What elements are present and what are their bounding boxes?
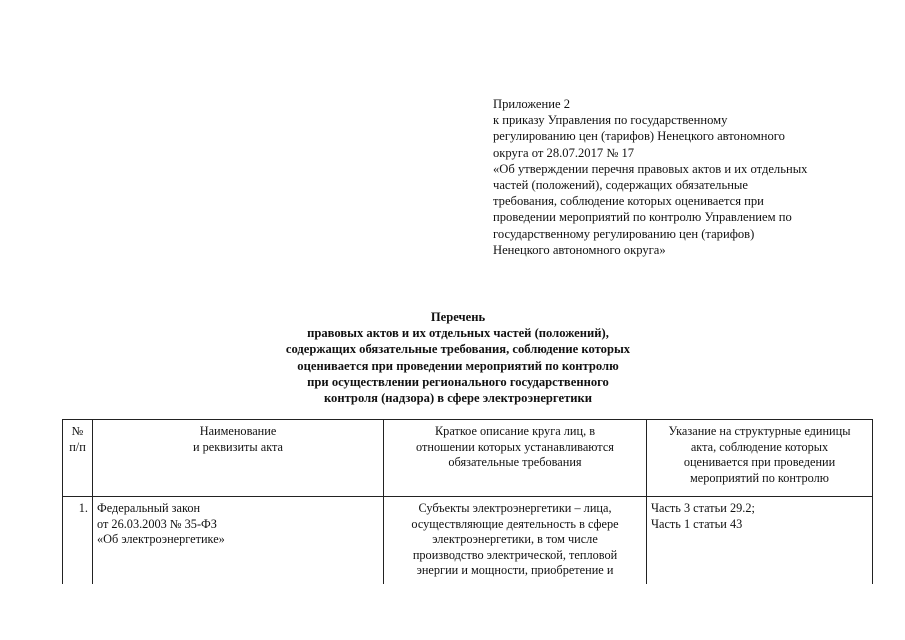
table-row xyxy=(63,497,873,585)
row-structural-units xyxy=(647,497,873,585)
header-desc-line: отношении которых устанавливаются xyxy=(416,439,614,454)
row-num: 1. xyxy=(63,497,93,585)
row-description xyxy=(384,497,647,585)
title-line: при осуществлении регионального государственного xyxy=(307,374,609,389)
appendix-line: Ненецкого автономного округа» xyxy=(493,242,666,257)
title-line: содержащих обязательные требования, соблюдение которых xyxy=(285,342,631,357)
description-line: осуществляющие деятельность в сфере xyxy=(411,516,619,531)
appendix-line: к приказу Управления по государственному xyxy=(493,113,728,128)
header-note-line: мероприятий по контролю xyxy=(690,470,829,485)
appendix-line: требования, соблюдение которых оценивается при xyxy=(493,194,764,209)
structural-unit-line: Часть 3 статьи 29.2; xyxy=(651,501,755,515)
appendix-reference xyxy=(493,96,893,258)
header-desc-line: обязательные требования xyxy=(448,455,582,470)
act-name-line: от 26.03.2003 № 35-ФЗ xyxy=(97,516,217,531)
acts-table xyxy=(62,419,873,584)
act-name-line: «Об электроэнергетике» xyxy=(97,532,225,547)
table-header-row xyxy=(63,420,873,497)
header-note xyxy=(647,420,873,497)
title-line: оценивается при проведении мероприятий по контролю xyxy=(297,358,619,373)
header-name xyxy=(93,420,384,497)
appendix-line: округа от 28.07.2017 № 17 xyxy=(493,145,635,160)
header-name-line: Наименование xyxy=(199,424,277,438)
appendix-line: государственному регулированию цен (тарифов) xyxy=(493,226,755,241)
header-num-line: № xyxy=(71,424,84,438)
row-act-name xyxy=(93,497,384,585)
act-name-line: Федеральный закон xyxy=(97,501,201,515)
appendix-line: проведении мероприятий по контролю Управлением по xyxy=(493,210,792,225)
header-note-line: оценивается при проведении xyxy=(683,455,836,470)
header-num-line: п/п xyxy=(69,439,86,454)
description-line: энергии и мощности, приобретение и xyxy=(416,563,614,578)
document-title xyxy=(200,309,716,406)
appendix-line: «Об утверждении перечня правовых актов и их отдельных xyxy=(493,161,808,176)
structural-unit-line: Часть 1 статьи 43 xyxy=(651,516,743,531)
title-line: правовых актов и их отдельных частей (положений), xyxy=(307,326,609,341)
title-line: Перечень xyxy=(430,310,486,324)
header-desc-line: Краткое описание круга лиц, в xyxy=(434,424,596,438)
header-num xyxy=(63,420,93,497)
header-note-line: Указание на структурные единицы xyxy=(668,424,851,438)
description-line: Субъекты электроэнергетики – лица, xyxy=(418,501,612,515)
appendix-line: частей (положений), содержащих обязательные xyxy=(493,178,748,193)
description-line: электроэнергетики, в том числе xyxy=(432,532,598,547)
appendix-line: регулированию цен (тарифов) Ненецкого автономного xyxy=(493,129,785,144)
description-line: производство электрической, тепловой xyxy=(412,547,618,562)
header-name-line: и реквизиты акта xyxy=(192,439,284,454)
header-note-line: акта, соблюдение которых xyxy=(690,439,829,454)
header-desc xyxy=(384,420,647,497)
appendix-line: Приложение 2 xyxy=(493,97,571,111)
title-line: контроля (надзора) в сфере электроэнергетики xyxy=(323,391,593,406)
